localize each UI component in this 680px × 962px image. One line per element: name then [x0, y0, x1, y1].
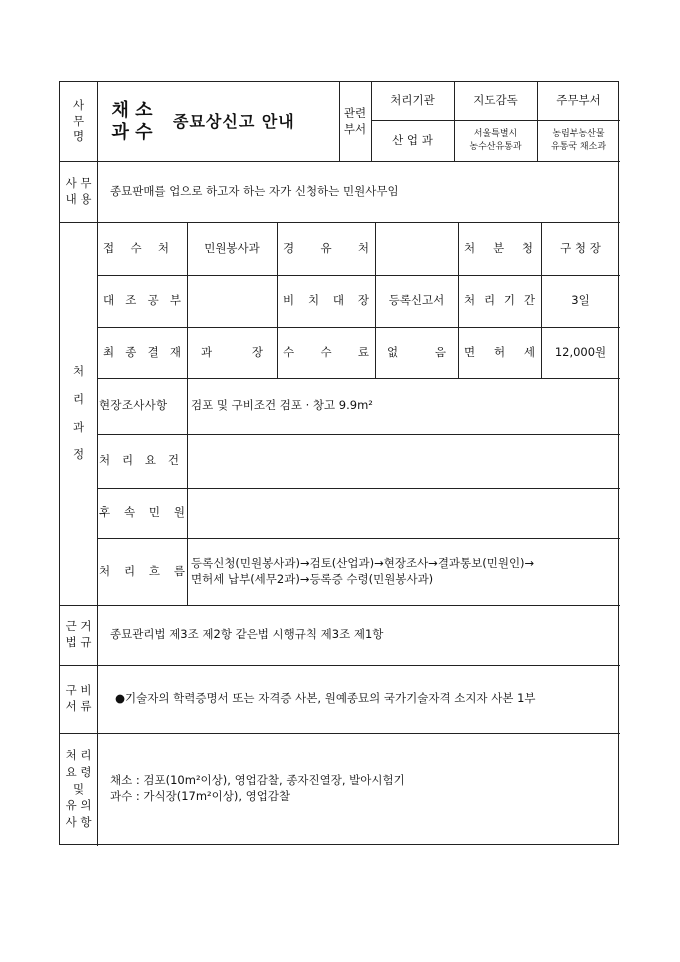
label-char: 간 [523, 293, 535, 308]
related-dept-label [339, 82, 371, 161]
license-tax-value: 12,000원 [554, 344, 607, 359]
grid-line [60, 161, 620, 162]
value-char: 음 [434, 344, 446, 359]
value-char: 과 [201, 344, 213, 359]
label-char: 처 [464, 240, 476, 255]
process-flow-line-2: 면허세 납부(세무2과)→등록증 수령(민원봉사과) [191, 571, 434, 586]
label-char: 기 [503, 293, 516, 308]
process-side-char: 처 [72, 364, 85, 379]
grid-line [97, 434, 620, 435]
grid-line [187, 222, 188, 605]
routing-office-label [277, 222, 375, 275]
grid-line [97, 538, 620, 539]
grid-line [375, 222, 376, 378]
legal-basis-label-line-2: 법 규 [65, 635, 92, 649]
notes-label-line: 요 령 [65, 764, 92, 779]
grid-line [454, 82, 455, 161]
notes-label-line: 및 [72, 781, 85, 796]
process-flow-label [97, 538, 187, 605]
grid-line [371, 82, 372, 161]
label-char: 비 [283, 293, 295, 308]
category-label [60, 82, 97, 161]
legal-basis-label-line-1: 근 거 [65, 619, 92, 634]
main-dept-value-line-2: 유통국 채소과 [550, 141, 607, 152]
label-char: 최 [103, 344, 115, 359]
label-char: 치 [307, 293, 320, 308]
notes-line-1: 채소 : 검포(10m²이상), 영업감찰, 종자진열장, 발아시험기 [110, 773, 405, 788]
label-char: 세 [523, 344, 535, 359]
grid-line [97, 488, 620, 489]
main-dept-value [537, 120, 620, 161]
legal-basis-text: 종묘관리법 제3조 제2항 같은법 시행규칙 제3조 제1항 [110, 627, 384, 642]
department-name [97, 82, 167, 161]
grid-line [537, 82, 538, 161]
grid-line [60, 665, 620, 666]
grid-line [277, 222, 278, 378]
label-char: 료 [357, 344, 369, 359]
label-char: 종 [125, 344, 137, 359]
label-char: 수 [130, 240, 142, 255]
handling-agency-header: 처리기관 [390, 93, 435, 108]
routing-office-value [375, 222, 458, 275]
grid-line [60, 733, 620, 734]
process-flow-text [187, 538, 620, 605]
grid-line [541, 222, 542, 378]
label-char: 건 [167, 453, 179, 468]
final-approval-label [97, 327, 187, 378]
label-char: 수 [320, 344, 332, 359]
site-inspection-text: 검포 및 구비조건 검포 · 창고 9.9m² [191, 398, 373, 413]
label-char: 처 [357, 240, 369, 255]
work-content-label [60, 161, 97, 222]
grid-line [97, 378, 620, 379]
department-line-1: 채 소 [111, 99, 153, 121]
label-char: 처 [99, 453, 111, 468]
fee-value [375, 327, 458, 378]
related-label-line-1: 관련 [343, 105, 367, 120]
label-char: 면 [464, 344, 476, 359]
label-char: 후 [99, 505, 111, 520]
label-char: 부 [169, 293, 181, 308]
grid-line [60, 222, 620, 223]
label-char: 결 [147, 344, 159, 359]
supervision-header: 지도감독 [473, 93, 518, 108]
label-char: 공 [147, 293, 159, 308]
notes-text [97, 733, 620, 845]
label-char: 요 [144, 453, 157, 468]
department-line-2: 과 수 [111, 121, 153, 143]
notes-label-line: 유 의 [65, 798, 92, 813]
related-label-line-2: 부서 [343, 121, 367, 136]
label-char: 재 [169, 344, 181, 359]
page-title: 종묘상신고 안내 [173, 111, 295, 131]
label-char: 속 [123, 505, 136, 520]
label-char: 처 [464, 293, 476, 308]
work-content-text: 종묘판매를 업으로 하고자 하는 자가 신청하는 민원사무임 [110, 183, 399, 198]
label-char: 리 [483, 293, 496, 308]
notes-label-line: 사 항 [65, 815, 92, 829]
documents-label [60, 665, 97, 733]
label-char: 흐 [148, 563, 161, 578]
label-char: 분 [492, 240, 505, 255]
fee-label [277, 327, 375, 378]
category-char: 무 [72, 113, 85, 128]
main-dept-header: 주무부서 [556, 93, 601, 108]
kept-ledger-label [277, 275, 375, 327]
follow-up-label [97, 488, 187, 538]
notes-label [60, 733, 97, 845]
reception-office-value: 민원봉사과 [204, 240, 260, 255]
process-side-char: 정 [72, 447, 85, 462]
process-flow-line-1: 등록신청(민원봉사과)→검토(산업과)→현장조사→결과통보(민원인)→ [191, 555, 535, 570]
label-char: 접 [103, 240, 115, 255]
disposition-office-label [458, 222, 541, 275]
grid-line [97, 82, 98, 846]
value-char: 장 [251, 344, 263, 359]
final-approval-value [187, 327, 277, 378]
label-char: 조 [125, 293, 137, 308]
site-inspection-label: 현장조사사항 [99, 398, 168, 413]
license-tax-label [458, 327, 541, 378]
legal-basis-label [60, 605, 97, 665]
reference-ledger-value [187, 275, 277, 327]
process-side-label [60, 222, 97, 605]
label-char: 대 [103, 293, 115, 308]
processing-period-label [458, 275, 541, 327]
documents-label-line-1: 구 비 [65, 683, 92, 698]
processing-period-value: 3일 [571, 293, 590, 308]
label-char: 유 [320, 240, 332, 255]
work-content-label-line-2: 내 용 [65, 191, 92, 206]
main-dept-value-line-1: 농림부농산물 [552, 129, 605, 140]
reference-ledger-label [97, 275, 187, 327]
follow-up-text [187, 488, 620, 538]
supervision-value-line-2: 농수산유통과 [469, 141, 522, 152]
supervision-value [454, 120, 537, 161]
process-side-char: 리 [72, 391, 85, 406]
disposition-office-value: 구 청 장 [560, 240, 601, 255]
label-char: 수 [283, 344, 295, 359]
notes-label-line: 처 리 [65, 748, 92, 763]
label-char: 리 [123, 563, 136, 578]
notes-line-2: 과수 : 가식장(17m²이상), 영업감찰 [110, 789, 291, 803]
grid-line [60, 605, 620, 606]
grid-line [458, 222, 459, 378]
label-char: 대 [332, 293, 345, 308]
label-char: 름 [173, 563, 185, 578]
reception-office-label [97, 222, 187, 275]
label-char: 경 [283, 240, 295, 255]
category-char: 사 [72, 98, 85, 113]
label-char: 민 [148, 505, 161, 520]
supervision-value-line-1: 서울특별시 [473, 129, 518, 140]
label-char: 청 [521, 240, 533, 255]
grid-line [339, 82, 340, 161]
label-char: 리 [121, 453, 134, 468]
documents-label-line-2: 서 류 [65, 699, 92, 713]
form-sheet [59, 81, 619, 845]
requirements-text [187, 434, 620, 488]
label-char: 원 [173, 505, 185, 520]
process-side-char: 과 [72, 419, 85, 434]
label-char: 처 [99, 563, 111, 578]
kept-ledger-value: 등록신고서 [388, 293, 445, 308]
handling-agency-value: 산 업 과 [392, 132, 433, 147]
label-char: 허 [493, 344, 506, 359]
grid-line [371, 120, 620, 121]
work-content-label-line-1: 사 무 [65, 175, 92, 190]
value-char: 없 [387, 344, 399, 359]
label-char: 처 [157, 240, 169, 255]
documents-text: ●기술자의 학력증명서 또는 자격증 사본, 원예종묘의 국가기술자격 소지자 사본 1부 [115, 691, 536, 706]
requirements-label [97, 434, 187, 488]
category-char: 명 [72, 129, 85, 144]
label-char: 장 [357, 293, 369, 308]
